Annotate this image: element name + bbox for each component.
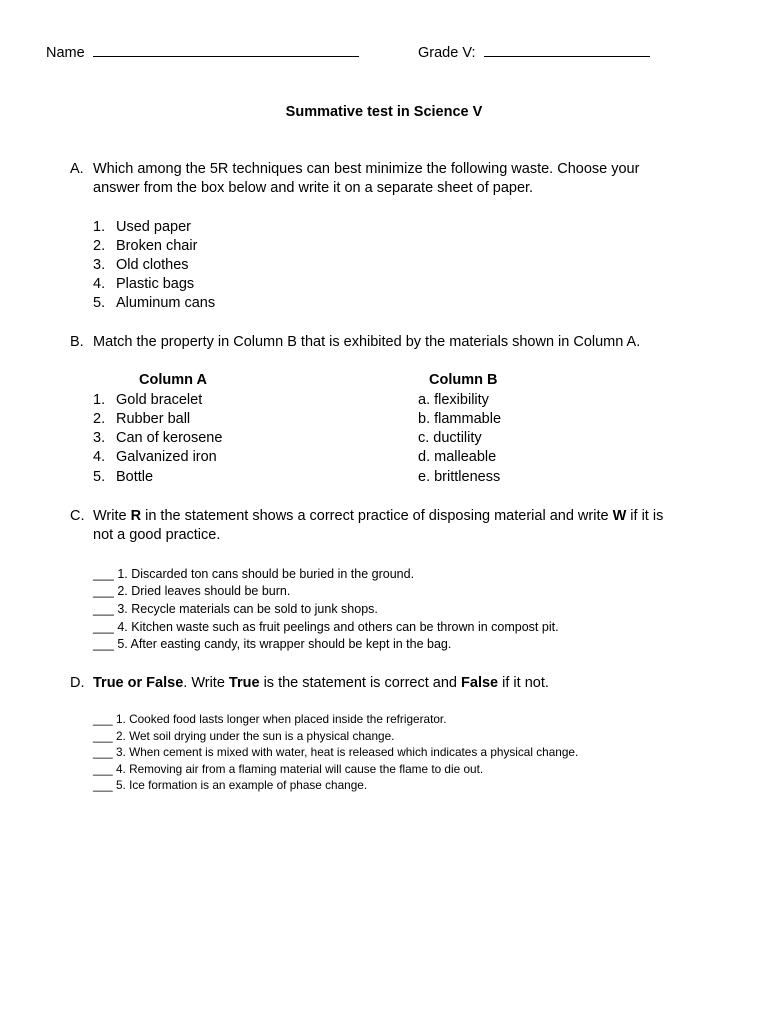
instruction-text: . Write xyxy=(183,675,229,691)
list-item: Used paper xyxy=(116,219,191,235)
section-c-instruction-line2: not a good practice. xyxy=(93,527,221,543)
name-label: Name xyxy=(46,45,85,61)
page-title: Summative test in Science V xyxy=(285,104,483,120)
list-item-number: 4. xyxy=(93,276,106,292)
column-a-header: Column A xyxy=(139,372,207,388)
section-b-letter: B. xyxy=(70,334,84,350)
list-item: Old clothes xyxy=(116,257,189,273)
list-item: Broken chair xyxy=(116,238,198,254)
question-item: ___ 2. Wet soil drying under the sun is a physical change. xyxy=(93,729,395,743)
grade-field xyxy=(418,45,650,61)
question-item: ___ 1. Cooked food lasts longer when placed inside the refrigerator. xyxy=(93,712,447,726)
list-item-number: 1. xyxy=(93,219,106,235)
instruction-bold-w: W xyxy=(612,508,627,524)
question-item: ___ 2. Dried leaves should be burn. xyxy=(93,584,291,598)
instruction-text: if it not. xyxy=(498,675,549,691)
list-item-number: 2. xyxy=(93,238,106,254)
list-item-number: 1. xyxy=(93,392,106,408)
list-item-number: 3. xyxy=(93,430,106,446)
instruction-text: in the statement shows a correct practice of disposing material and write xyxy=(141,508,613,524)
section-d-instruction xyxy=(93,675,549,691)
question-item: ___ 3. Recycle materials can be sold to junk shops. xyxy=(93,602,378,616)
list-item-number: 5. xyxy=(93,469,106,485)
instruction-text: if it is xyxy=(626,508,664,524)
list-item: Rubber ball xyxy=(116,411,191,427)
name-field xyxy=(46,45,359,61)
list-item-number: 4. xyxy=(93,449,106,465)
list-item-number: 2. xyxy=(93,411,106,427)
question-item: ___ 4. Kitchen waste such as fruit peelings and others can be thrown in compost pit. xyxy=(93,620,559,634)
list-item: Aluminum cans xyxy=(116,295,216,311)
list-item: e. brittleness xyxy=(418,469,501,485)
question-item: ___ 1. Discarded ton cans should be buried in the ground. xyxy=(93,567,415,581)
section-a-instruction-line2: answer from the box below and write it on a separate sheet of paper. xyxy=(93,180,534,196)
instruction-bold-true: True xyxy=(228,675,260,691)
question-item: ___ 4. Removing air from a flaming material will cause the flame to die out. xyxy=(93,762,484,776)
list-item: Galvanized iron xyxy=(116,449,217,465)
section-d-letter: D. xyxy=(70,675,85,691)
list-item: Gold bracelet xyxy=(116,392,203,408)
grade-label: Grade V: xyxy=(418,45,476,61)
instruction-bold-true-or-false: True or False xyxy=(93,675,184,691)
list-item: b. flammable xyxy=(418,411,502,427)
list-item: Can of kerosene xyxy=(116,430,223,446)
list-item: d. malleable xyxy=(418,449,497,465)
list-item-number: 5. xyxy=(93,295,106,311)
instruction-bold-r: R xyxy=(130,508,142,524)
instruction-text: is the statement is correct and xyxy=(259,675,462,691)
question-item: ___ 3. When cement is mixed with water, heat is released which indicates a physical change. xyxy=(93,745,579,759)
instruction-bold-false: False xyxy=(461,675,499,691)
section-c-instruction-line1 xyxy=(93,508,663,524)
section-c-letter: C. xyxy=(70,508,85,524)
list-item: a. flexibility xyxy=(418,392,489,408)
list-item: c. ductility xyxy=(418,430,482,446)
list-item-number: 3. xyxy=(93,257,106,273)
section-a-instruction-line1: Which among the 5R techniques can best minimize the following waste. Choose your xyxy=(93,161,640,177)
column-b-header: Column B xyxy=(429,372,498,388)
list-item: Plastic bags xyxy=(116,276,195,292)
instruction-text: Write xyxy=(93,508,131,524)
grade-blank-line[interactable] xyxy=(484,56,650,57)
question-item: ___ 5. Ice formation is an example of phase change. xyxy=(93,778,368,792)
name-blank-line[interactable] xyxy=(93,56,359,57)
list-item: Bottle xyxy=(116,469,154,485)
section-a-letter: A. xyxy=(70,161,84,177)
section-b-instruction: Match the property in Column B that is exhibited by the materials shown in Column A. xyxy=(93,334,641,350)
question-item: ___ 5. After easting candy, its wrapper should be kept in the bag. xyxy=(93,637,452,651)
